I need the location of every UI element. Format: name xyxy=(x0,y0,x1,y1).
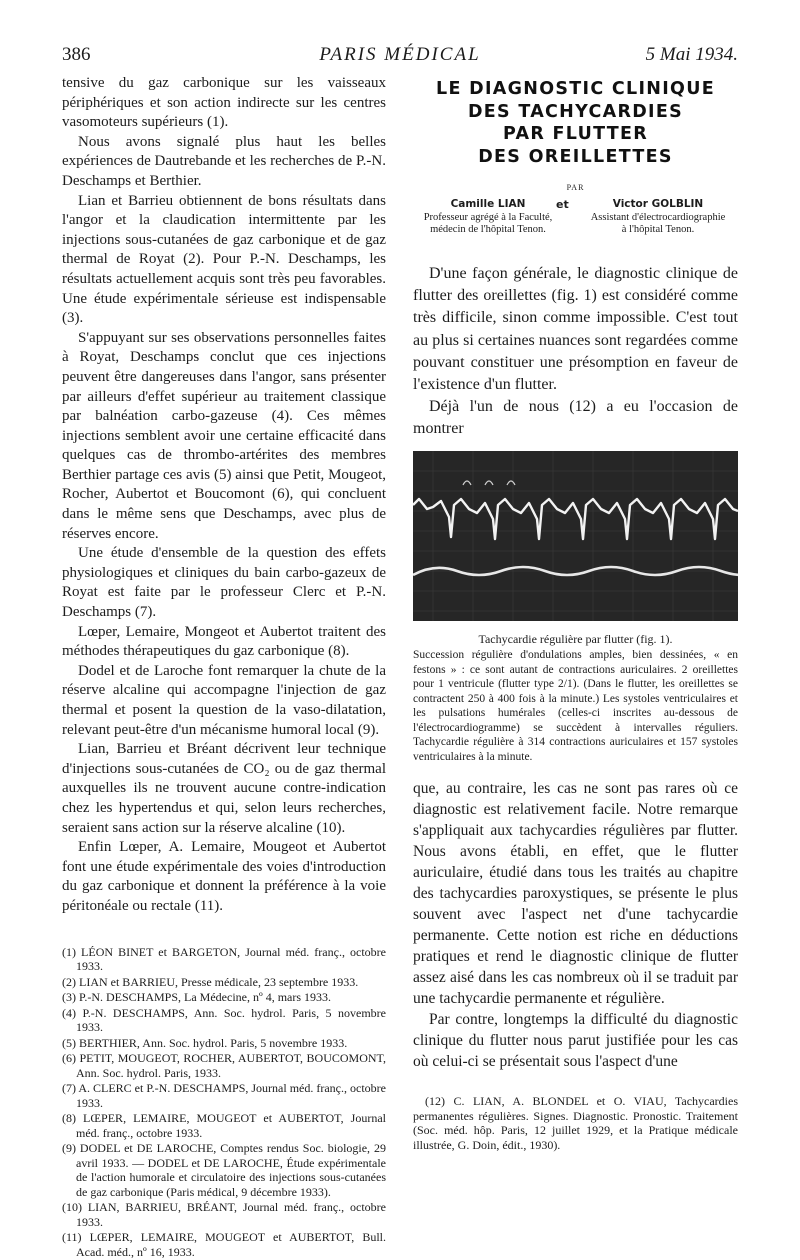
authors-block xyxy=(413,198,738,250)
author-2-affiliation: à l'hôpital Tenon. xyxy=(621,224,695,235)
author-1-title: Professeur agrégé à la Faculté, xyxy=(423,211,553,223)
paragraph: que, au contraire, les cas ne sont pas rares où ce diagnostic est relativement facile. Notre remarque s'appliquait aux tachycardies régulières par flutter. Nous avons établi, en effet, que le flutter auriculaire, étudié dans tous les traités au chapitre des tachycardies paroxystiques, se présente le plus souvent avec l'aspect net d'une tachycardie permanente. Cette notion est riche en déductions pratiques et rend le diagnostic clinique de flutter assez aisé dans les cas nombreux où il se traduit par une tachycardie permanente et régulière. xyxy=(413,780,738,1008)
journal-title: PARIS MÉDICAL xyxy=(319,44,481,65)
right-column xyxy=(413,74,738,1152)
paragraph: Lian, Barrieu et Bréant décrivent leur technique d'injections sous-cutanées de CO₂ ou de gaz thermal auxquelles ils ne trouvent aucune contre-indication chez les hypertendus et qui, selon leurs recherches, seraient sans action sur la réserve alcaline (10). xyxy=(62,741,386,836)
figure-caption-title: Tachycardie régulière par flutter (fig. 1). xyxy=(478,631,673,646)
paragraph: D'une façon générale, le diagnostic clinique de flutter des oreillettes (fig. 1) est considéré comme très difficile, sinon comme impossible. C'est tout au plus si certaines nuances sont regardées comme pouvant constituer une présomption en faveur de l'existence d'un flutter. xyxy=(413,265,738,394)
figure-caption xyxy=(413,632,738,765)
footnote: (5) BERTHIER, Ann. Soc. hydrol. Paris, 5 novembre 1933. xyxy=(62,1035,348,1050)
ecg-figure xyxy=(413,451,738,621)
footnote: (2) LIAN et BARRIEU, Presse médicale, 23 septembre 1933. xyxy=(62,974,359,989)
footnote: (12) C. LIAN, A. BLONDEL et O. VIAU, Tachycardies permanentes régulières. Signes. Diagnostic. Pronostic. Traitement (Soc. méd. hôp. Paris, 12 juillet 1929, et la Pratique médicale illustrée, G. Doin, édit., 1930). xyxy=(413,1094,738,1152)
title-line: DES TACHYCARDIES xyxy=(467,101,684,122)
footnote: (11) LŒPER, LEMAIRE, MOUGEOT et AUBERTOT, Bull. Acad. méd., nº 16, 1933. xyxy=(62,1230,386,1259)
title-line: PAR FLUTTER xyxy=(502,124,649,144)
intro-text xyxy=(413,263,738,441)
paragraph: Nous avons signalé plus haut les belles expériences de Dautrebande et les recherches de P.-N. Deschamps et Berthier. xyxy=(62,133,386,189)
author-2 xyxy=(578,198,738,237)
paragraph: S'appuyant sur ses observations personnelles faites à Royat, Deschamps conclut que ces injections peuvent être dangereuses dans l'angor, sans présenter par ailleurs d'effet supérieur au traitement classique par balnéation carbo-gazeuse (4). Ces mêmes injections semblent avoir une certaine efficacité dans quelques cas de thrombo-artérites des membres Berthier partage ces avis (5) ainsi que Petit, Mougeot, Rocher, Aubertot et Boucomont (6), qui concluent dans le même sens que Deschamps, avec plus de réserves encore. xyxy=(62,329,386,542)
paragraph: Lian et Barrieu obtiennent de bons résultats dans l'angor et la claudication intermittente par les injections sous-cutanées de gaz carbonique et de gaz thermal de Royat (2). Pour P.-N. Deschamps, les résultats actuellement acquis sont très peu favorables. Une étude expérimentale sérieuse est indispensable (3). xyxy=(62,192,386,327)
article-title xyxy=(413,78,738,168)
author-1-affiliation: médecin de l'hôpital Tenon. xyxy=(430,224,546,235)
figure-caption-text: Succession régulière d'ondulations amples, bien dessinées, « en festons » : ce sont autant de contractions auriculaires. 2 oreillettes pour 1 ventricule (flutter type 2/1). (Dans le flutter, les oreillettes se contractent 250 à 400 fois à la minute.) Les systoles ventriculaires et les pulsations humérales (celles-ci inscrites au-dessous de l'électrocardiogramme) se succèdent à intervalles réguliers. Tachycardie régulière à 314 contractions auriculaires et 157 systoles ventriculaires à la minute. xyxy=(413,649,738,763)
footnote: (4) P.-N. DESCHAMPS, Ann. Soc. hydrol. Paris, 5 novembre 1933. xyxy=(62,1005,386,1035)
author-2-name: Victor GOLBLIN xyxy=(612,198,704,210)
left-column xyxy=(62,74,386,1260)
author-1 xyxy=(413,198,563,237)
footnote: (8) LŒPER, LEMAIRE, MOUGEOT et AUBERTOT, Journal méd. franç., octobre 1933. xyxy=(62,1111,386,1140)
byline-par: PAR xyxy=(566,183,585,192)
authors-conjunction: et xyxy=(556,198,569,211)
paragraph: tensive du gaz carbonique sur les vaisseaux périphériques et son action indirecte sur les centres vasomoteurs supérieurs (1). xyxy=(62,75,386,131)
footnote: (3) P.-N. DESCHAMPS, La Médecine, nº 4, mars 1933. xyxy=(62,990,332,1005)
footnote: (10) LIAN, BARRIEU, BRÉANT, Journal méd. franç., octobre 1933. xyxy=(62,1200,386,1229)
footnote: (1) LÉON BINET et BARGETON, Journal méd. franç., octobre 1933. xyxy=(62,944,386,974)
paragraph: Dodel et de Laroche font remarquer la chute de la réserve alcaline qui accompagne l'injection de gaz thermal et posent la question de la vaso-dilatation, relevant peut-être d'un mécanisme humoral local (9). xyxy=(62,662,386,738)
running-header xyxy=(62,44,738,70)
ecg-trace-image xyxy=(413,451,738,621)
paragraph: Par contre, longtemps la difficulté du diagnostic clinique du flutter nous parut justifiée pour les cas où celui-ci se présentait sous l'aspect d'une xyxy=(413,1011,738,1071)
paragraph: Une étude d'ensemble de la question des effets physiologiques et cliniques du bain carbo-gazeux de Royat est faite par le professeur Clerc et P.-N. Deschamps (7). xyxy=(62,545,386,621)
author-1-name: Camille LIAN xyxy=(450,198,526,210)
author-2-title: Assistant d'électrocardiographie xyxy=(590,211,726,223)
footnote: (6) PETIT, MOUGEOT, ROCHER, AUBERTOT, BOUCOMONT, Ann. Soc. hydrol. Paris, 1933. xyxy=(62,1051,386,1080)
title-line: DES OREILLETTES xyxy=(478,146,673,167)
paragraph: Enfin Lœper, A. Lemaire, Mougeot et Aubertot font une étude expérimentale des voies d'introduction du gaz carbonique et donnent la préférence à la voie péritonéale ou rectale (11). xyxy=(62,839,386,914)
footnote: (9) DODEL et DE LAROCHE, Comptes rendus Soc. biologie, 29 avril 1933. — DODEL et DE LAROCHE, Étude expérimentale de l'action humorale et circulatoire des injections sous-cutanées de gaz carbonique (Paris médical, 9 décembre 1933). xyxy=(62,1141,386,1199)
footnotes xyxy=(62,945,386,1260)
paragraph: Déjà l'un de nous (12) a eu l'occasion de montrer xyxy=(413,398,738,438)
title-line: LE DIAGNOSTIC CLINIQUE xyxy=(436,79,715,99)
left-column-body xyxy=(62,74,386,917)
continuation-text xyxy=(413,778,738,1072)
footnote: (7) A. CLERC et P.-N. DESCHAMPS, Journal méd. franç., octobre 1933. xyxy=(62,1081,386,1110)
issue-date: 5 Mai 1934. xyxy=(645,44,738,65)
page-number: 386 xyxy=(62,44,91,65)
paragraph: Lœper, Lemaire, Mongeot et Aubertot traitent des méthodes thérapeutiques du gaz carbonique (8). xyxy=(62,623,386,660)
article-footnote xyxy=(413,1094,738,1152)
